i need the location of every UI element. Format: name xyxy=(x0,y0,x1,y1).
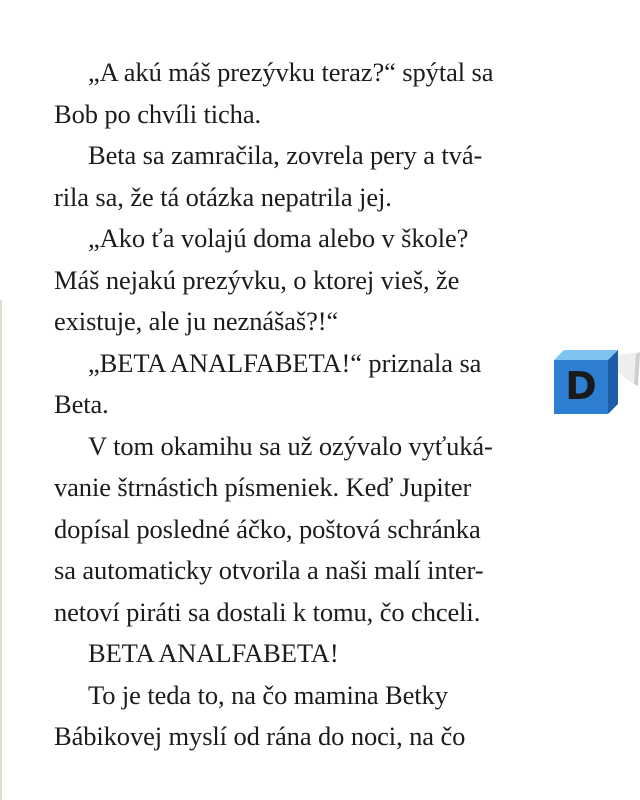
text-line: BETA ANALFABETA! xyxy=(88,638,339,668)
text-line: dopísal posledné áčko, poštová schránka xyxy=(54,513,481,544)
text-line: To je teda to, na čo mamina Betky xyxy=(88,679,448,710)
text-line: V tom okamihu sa už ozývalo vyťuká- xyxy=(88,430,493,461)
text-line: Bábikovej myslí od rána do noci, na čo xyxy=(54,721,466,751)
body-text xyxy=(54,52,614,758)
text-line: rila sa, že tá otázka nepatrila jej. xyxy=(54,181,392,212)
text-line: „Ako ťa volajú doma alebo v škole? xyxy=(88,223,469,253)
letter-block-icon xyxy=(548,346,640,418)
text-line: Beta sa zamračila, zovrela pery a tvá- xyxy=(88,140,483,170)
cube-side-face xyxy=(608,350,618,414)
text-line: Máš nejakú prezývku, o ktorej vieš, že xyxy=(54,264,460,295)
text-line: Bob po chvíli ticha. xyxy=(54,98,262,129)
cube-letter: D xyxy=(565,364,597,408)
page-edge xyxy=(0,300,2,800)
cube-top-face xyxy=(554,350,618,360)
text-line: vanie štrnástich písmeniek. Keď Jupiter xyxy=(54,472,472,502)
text-line: „A akú máš prezývku teraz?“ spýtal sa xyxy=(88,57,494,87)
text-line: netoví piráti sa dostali k tomu, čo chceli. xyxy=(54,596,481,627)
text-line: existuje, ale ju neznášaš?!“ xyxy=(54,306,339,336)
text-line: Beta. xyxy=(54,389,109,419)
text-line: „BETA ANALFABETA!“ priznala sa xyxy=(88,347,482,378)
text-line: sa automaticky otvorila a naši malí inter- xyxy=(54,555,484,585)
